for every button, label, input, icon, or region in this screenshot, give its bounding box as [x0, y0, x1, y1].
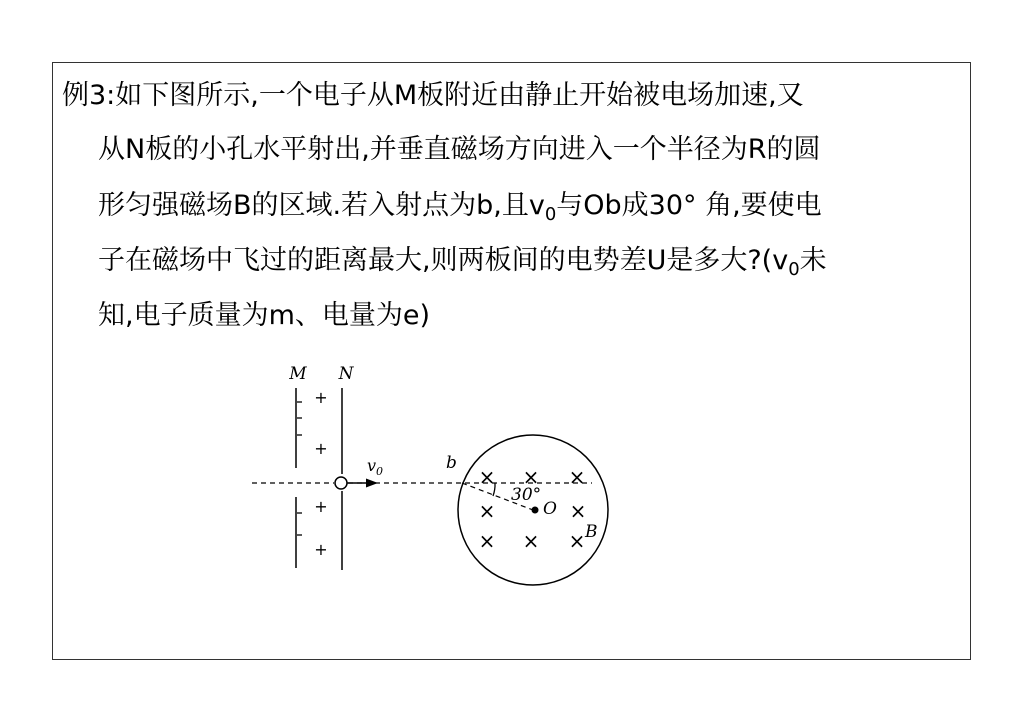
problem-line-3-text-b: 与Ob成30° 角,要使电	[556, 190, 822, 221]
center-point	[532, 507, 539, 514]
plus-sign: +	[314, 388, 328, 407]
plus-sign: +	[314, 540, 328, 559]
label-b-field: B	[585, 522, 598, 542]
velocity-subscript: 0	[788, 259, 800, 280]
field-cross: ×	[478, 499, 496, 523]
velocity-arrowhead	[366, 479, 378, 488]
velocity-subscript: 0	[544, 204, 557, 225]
label-v: v	[367, 456, 377, 475]
problem-line-2: 从N板的小孔水平射出,并垂直磁场方向进入一个半径为R的圆	[98, 134, 821, 165]
electron	[335, 477, 347, 489]
problem-line-4-text-a: 子在磁场中飞过的距离最大,则两板间的电势差U是多大?(v	[98, 245, 789, 276]
label-o: O	[543, 499, 557, 519]
label-v-subscript: 0	[376, 465, 384, 478]
field-cross: ×	[568, 529, 586, 553]
field-cross: ×	[569, 499, 587, 523]
label-n: N	[338, 364, 354, 384]
field-cross: ×	[522, 529, 540, 553]
label-v0	[367, 456, 383, 478]
field-cross: ×	[568, 465, 586, 489]
label-m: M	[289, 364, 307, 384]
problem-line-4-text-b: 未	[799, 245, 827, 276]
label-b: b	[446, 453, 457, 473]
plus-sign: +	[314, 497, 328, 516]
problem-line-5: 知,电子质量为m、电量为e)	[98, 300, 431, 331]
plus-sign: +	[314, 439, 328, 458]
problem-line-1: 例3:如下图所示,一个电子从M板附近由静止开始被电场加速,又	[62, 80, 804, 111]
field-cross: ×	[478, 465, 496, 489]
label-angle: 30°	[511, 485, 542, 505]
field-cross: ×	[478, 529, 496, 553]
field-cross: ×	[522, 465, 540, 489]
problem-line-3-text-a: 形匀强磁场B的区域.若入射点为b,且v	[98, 190, 545, 221]
